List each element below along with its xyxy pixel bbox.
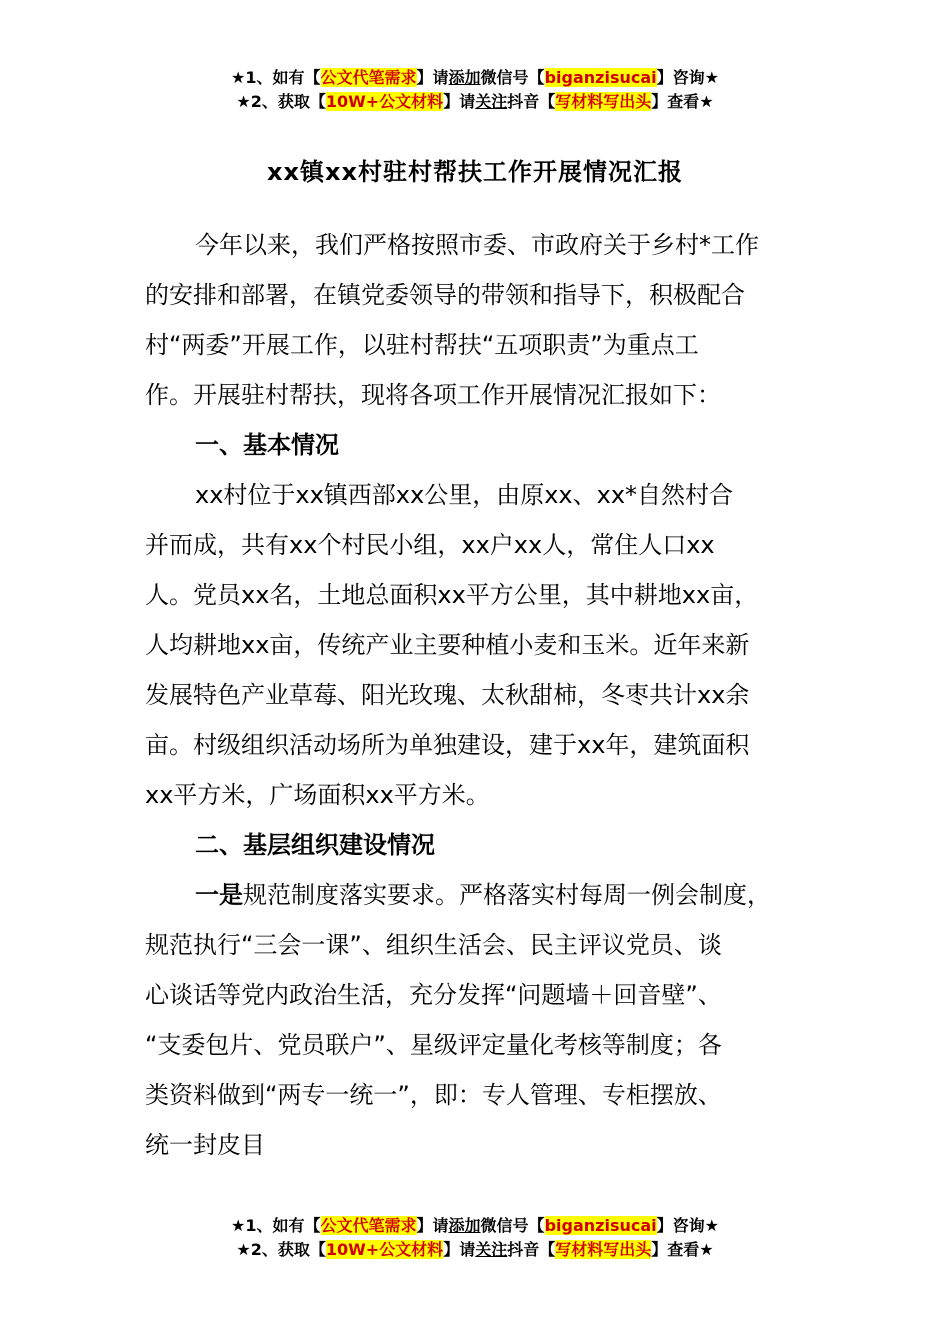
paragraph-line-text: 规范制度落实要求。严格落实村每周一例会制度，: [243, 881, 771, 909]
promo-line-1: [0, 1214, 950, 1238]
paragraph-line: xx平方米，广场面积xx平方米。: [145, 781, 490, 809]
paragraph-line: 今年以来，我们严格按照市委、市政府关于乡村*工作: [195, 231, 759, 259]
promo-text: 抖音【: [507, 92, 556, 111]
promo-wechat-id: biganzisucai: [544, 68, 657, 87]
promo-text: 】请: [416, 1216, 449, 1235]
promo-text: 】查看★: [651, 92, 714, 111]
promo-banner-bottom: [0, 1214, 950, 1262]
promo-text: 】咨询★: [656, 68, 719, 87]
paragraph-line: “支委包片、党员联户”、星级评定量化考核等制度；各: [145, 1031, 722, 1059]
promo-text: ★2、获取【: [236, 1240, 326, 1259]
promo-text: 】请: [416, 68, 449, 87]
promo-text: 】请: [443, 1240, 476, 1259]
lead-bold-label: 一是: [195, 881, 243, 909]
paragraph-line: 人。党员xx名，土地总面积xx平方公里，其中耕地xx亩，: [145, 581, 759, 609]
section-heading-organization: 二、基层组织建设情况: [195, 831, 435, 859]
paragraph-line: 心谈话等党内政治生活，充分发挥“问题墙＋回音壁”、: [145, 981, 722, 1009]
paragraph-line: 村“两委”开展工作，以驻村帮扶“五项职责”为重点工: [145, 331, 699, 359]
promo-text: 抖音【: [507, 1240, 556, 1259]
promo-text: 微信号【: [480, 1216, 545, 1235]
promo-text: 】请: [443, 92, 476, 111]
promo-line-2: [0, 90, 950, 114]
promo-highlight: 10W+公文材料: [325, 1240, 444, 1259]
promo-underline: 关注: [475, 92, 508, 111]
promo-highlight: 公文代笔需求: [320, 1216, 417, 1235]
promo-text: ★1、如有【: [231, 1216, 321, 1235]
paragraph-line: 类资料做到“两专一统一”，即：专人管理、专柜摆放、: [145, 1081, 722, 1109]
paragraph-line: [145, 870, 825, 920]
promo-text: 】查看★: [651, 1240, 714, 1259]
promo-text: ★1、如有【: [231, 68, 321, 87]
promo-text: 微信号【: [480, 68, 545, 87]
promo-text: 】咨询★: [656, 1216, 719, 1235]
promo-wechat-id: biganzisucai: [544, 1216, 657, 1235]
promo-douyin-id: 写材料写出头: [555, 92, 652, 111]
paragraph-line: 人均耕地xx亩，传统产业主要种植小麦和玉米。近年来新: [145, 631, 750, 659]
document-body: [145, 220, 825, 1170]
promo-underline: 添加: [448, 1216, 481, 1235]
section-heading-basic: 一、基本情况: [195, 431, 339, 459]
promo-highlight: 公文代笔需求: [320, 68, 417, 87]
promo-underline: 添加: [448, 68, 481, 87]
promo-highlight: 10W+公文材料: [325, 92, 444, 111]
promo-banner-top: [0, 66, 950, 114]
paragraph-line: 作。开展驻村帮扶，现将各项工作开展情况汇报如下：: [145, 381, 721, 409]
paragraph-line: 发展特色产业草莓、阳光玫瑰、太秋甜柿，冬枣共计xx余: [145, 681, 750, 709]
paragraph-line: 亩。村级组织活动场所为单独建设，建于xx年，建筑面积: [145, 731, 750, 759]
document-title: xx镇xx村驻村帮扶工作开展情况汇报: [267, 158, 683, 186]
promo-line-1: [0, 66, 950, 90]
promo-text: ★2、获取【: [236, 92, 326, 111]
paragraph-line: xx村位于xx镇西部xx公里，由原xx、xx*自然村合: [195, 481, 734, 509]
paragraph-line: 统一封皮目: [145, 1131, 265, 1159]
paragraph-line: 规范执行“三会一课”、组织生活会、民主评议党员、谈: [145, 931, 722, 959]
paragraph-line: 的安排和部署，在镇党委领导的带领和指导下，积极配合: [145, 281, 745, 309]
promo-douyin-id: 写材料写出头: [555, 1240, 652, 1259]
promo-underline: 关注: [475, 1240, 508, 1259]
promo-line-2: [0, 1238, 950, 1262]
paragraph-line: 并而成，共有xx个村民小组，xx户xx人，常住人口xx: [145, 531, 715, 559]
